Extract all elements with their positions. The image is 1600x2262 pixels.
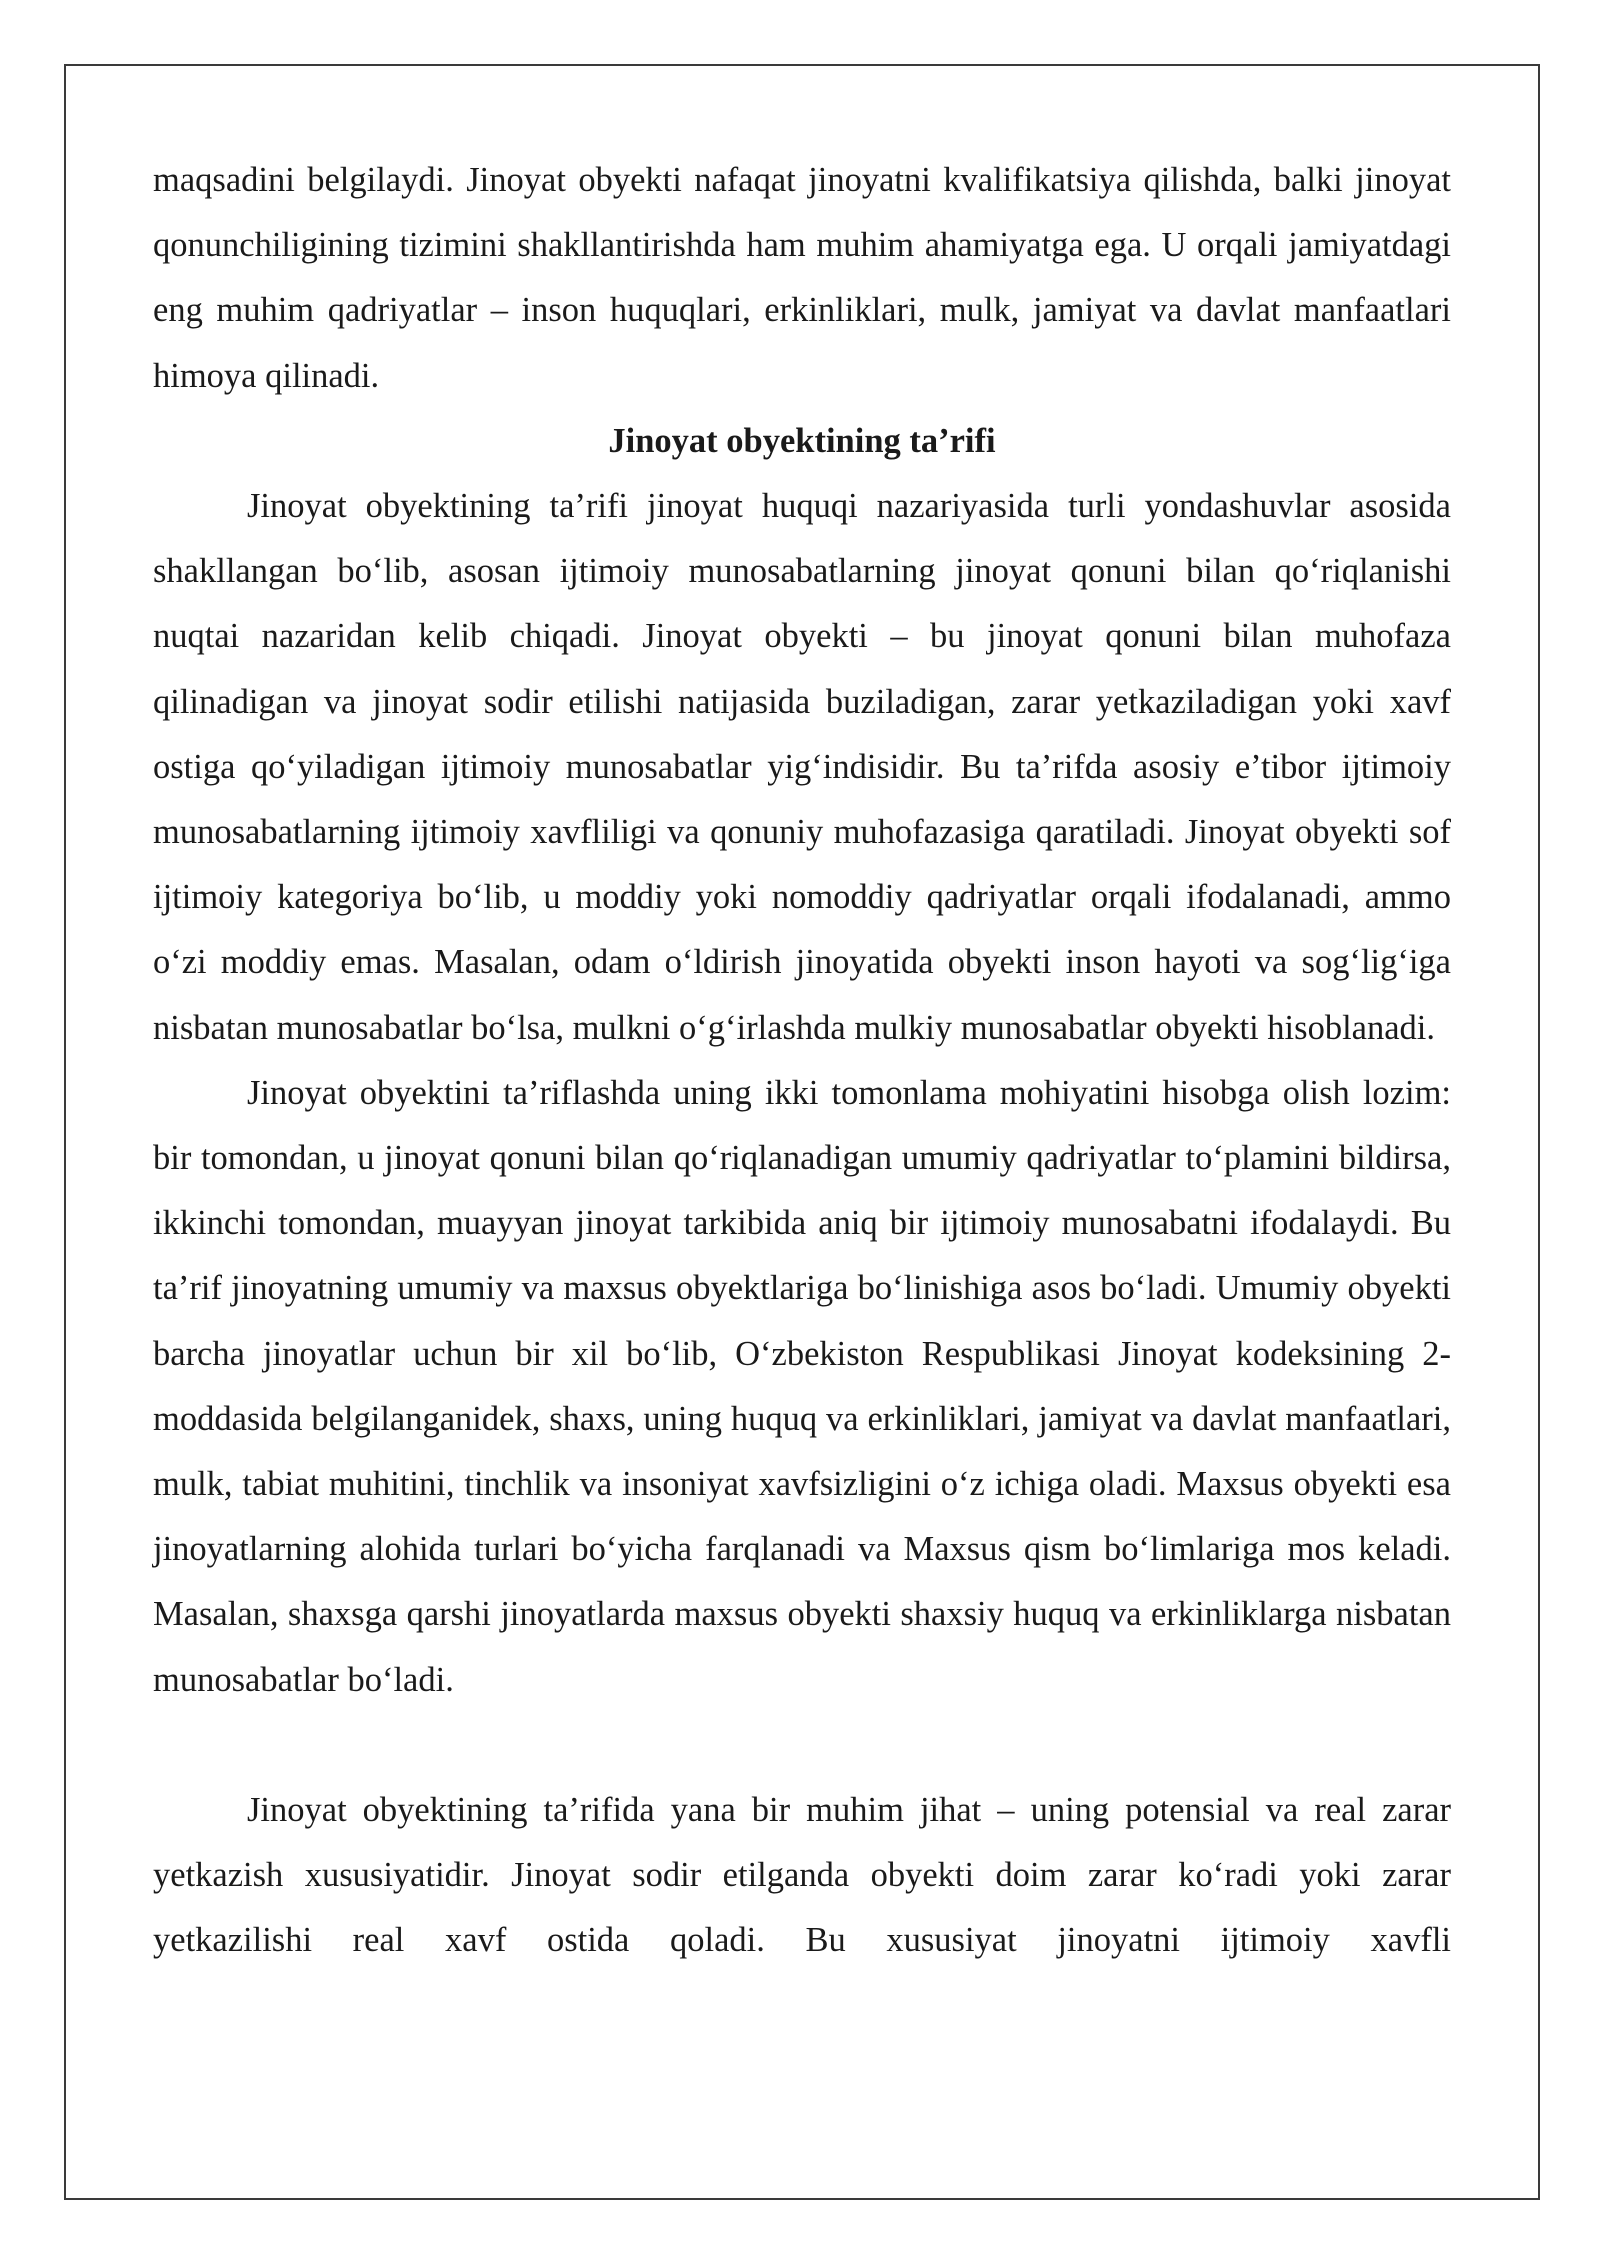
paragraph-harm: Jinoyat obyektining ta’rifida yana bir muhim jihat – uning potensial va real zarar yetkazish xususiyatidir. Jinoyat sodir etilganda obyekti doim zarar ko‘radi yoki zarar yetkazilishi real xavf ostida qoladi. Bu xususiyat jinoyatni ijtimoiy xavfli (153, 1791, 1451, 1960)
blank-line (153, 1713, 1451, 1778)
document-body (153, 148, 1451, 1974)
paragraph-dual-nature: Jinoyat obyektini ta’riflashda uning ikki tomonlama mohiyatini hisobga olish lozim: bir tomondan, u jinoyat qonuni bilan qo‘riqlanadigan umumiy qadriyatlar to‘plamini bildirsa, ikkinchi tomondan, muayyan jinoyat tarkibida aniq bir ijtimoiy munosabatni ifodalaydi. Bu ta’rif jinoyatning umumiy va maxsus obyektlariga bo‘linishiga asos bo‘ladi. Umumiy obyekti barcha jinoyatlar uchun bir xil bo‘lib, O‘zbekiston Respublikasi Jinoyat kodeksining 2-moddasida belgilanganidek, shaxs, uning huquq va erkinliklari, jamiyat va davlat manfaatlari, mulk, tabiat muhitini, tinchlik va insoniyat xavfsizligini o‘z ichiga oladi. Maxsus obyekti esa jinoyatlarning alohida turlari bo‘yicha farqlanadi va Maxsus qism bo‘limlariga mos keladi. Masalan, shaxsga qarshi jinoyatlarda maxsus obyekti shaxsiy huquq va erkinliklarga nisbatan munosabatlar bo‘ladi. (153, 1073, 1451, 1699)
section-heading: Jinoyat obyektining ta’rifi (608, 421, 996, 460)
paragraph-definition: Jinoyat obyektining ta’rifi jinoyat huquqi nazariyasida turli yondashuvlar asosida shakllangan bo‘lib, asosan ijtimoiy munosabatlarning jinoyat qonuni bilan qo‘riqlanishi nuqtai nazaridan kelib chiqadi. Jinoyat obyekti – bu jinoyat qonuni bilan muhofaza qilinadigan va jinoyat sodir etilishi natijasida buziladigan, zarar yetkaziladigan yoki xavf ostiga qo‘yiladigan ijtimoiy munosabatlar yig‘indisidir. Bu ta’rifda asosiy e’tibor ijtimoiy munosabatlarning ijtimoiy xavfliligi va qonuniy muhofazasiga qaratiladi. Jinoyat obyekti sof ijtimoiy kategoriya bo‘lib, u moddiy yoki nomoddiy qadriyatlar orqali ifodalanadi, ammo o‘zi moddiy emas. Masalan, odam o‘ldirish jinoyatida obyekti inson hayoti va sog‘lig‘iga nisbatan munosabatlar bo‘lsa, mulkni o‘g‘irlashda mulkiy munosabatlar obyekti hisoblanadi. (153, 487, 1451, 1047)
paragraph-continued: maqsadini belgilaydi. Jinoyat obyekti nafaqat jinoyatni kvalifikatsiya qilishda, balki jinoyat qonunchiligining tizimini shakllantirishda ham muhim ahamiyatga ega. U orqali jamiyatdagi eng muhim qadriyatlar – inson huquqlari, erkinliklari, mulk, jamiyat va davlat manfaatlari himoya qilinadi. (153, 161, 1451, 395)
